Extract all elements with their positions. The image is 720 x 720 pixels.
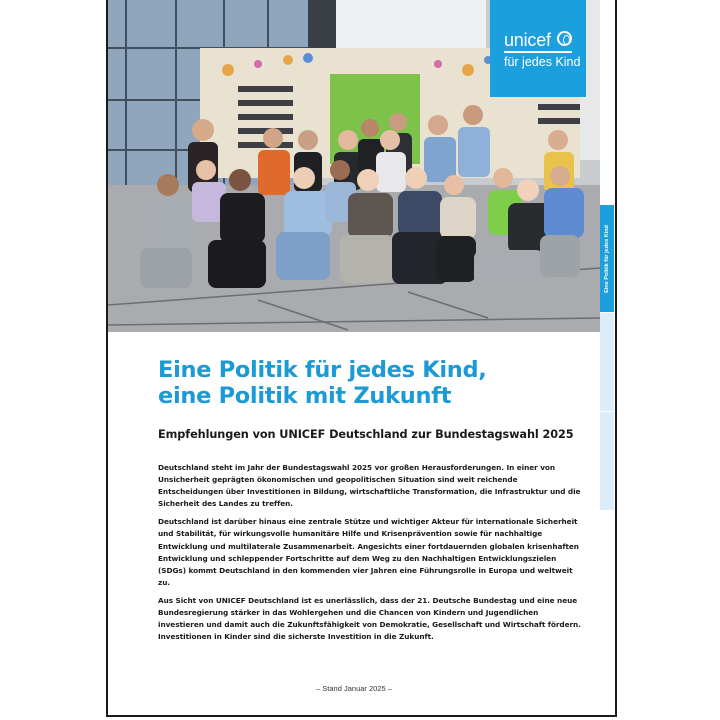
body-text: [158, 462, 583, 649]
title-line-1: Eine Politik für jedes Kind,: [158, 357, 487, 383]
side-tab-label: Eine Politik für jedes Kind: [604, 224, 610, 293]
page-subtitle: Empfehlungen von UNICEF Deutschland zur Bundestagswahl 2025: [158, 428, 574, 441]
side-tab-3[interactable]: [600, 412, 614, 510]
paragraph-3: Aus Sicht von UNICEF Deutschland ist es unerlässlich, dass der 21. Deutsche Bundestag und eine neue Bundesregierung stärker in das Wohlergehen und die Chancen von Kindern und Jugendlichen investieren und damit auch die Zukunftsfähigkeit von Demokratie, Gesellschaft und Wirtschaft fördern. Investitionen in Kinder sind die sicherste Investition in die Zukunft.: [158, 595, 581, 642]
side-tab-2[interactable]: [600, 313, 614, 411]
cover-photo: [108, 0, 600, 332]
logo-tagline: für jedes Kind: [504, 55, 581, 69]
paragraph-1: Deutschland steht im Jahr der Bundestagswahl 2025 vor großen Herausforderungen. In einer von Unsicherheit geprägten ökonomischen und geopolitischen Situation sind weit reichende Entscheidungen über Investitionen in Bildung, wirtschaftliche Transformation, die Infrastruktur und die Sicherheit des Landes zu treffen.: [158, 463, 581, 509]
title-line-2: eine Politik mit Zukunft: [158, 383, 452, 409]
paragraph-2: Deutschland ist darüber hinaus eine zentrale Stütze und wichtiger Akteur für internationale Sicherheit und Stabilität, für wirkungsvolle humanitäre Hilfe und Krisenprävention sowie für nachhaltige Entwicklung und multilaterale Zusammenarbeit. Angesichts einer fortdauernden globalen krisenhaften Entwicklung und schleppender Fortschritte auf dem Weg zu den Nachhaltigen Entwicklungszielen (SDGs) kommt Deutschland in den kommenden vier Jahren eine Führungsrolle in Europa und weltweit zu.: [158, 517, 579, 587]
logo-wordmark: unicef: [504, 30, 551, 50]
globe-icon: [557, 31, 572, 46]
document-page: [106, 0, 617, 717]
side-tab-active[interactable]: [600, 205, 614, 312]
side-tab-strip: [600, 205, 614, 510]
logo-divider: [504, 51, 572, 53]
unicef-logo: [490, 0, 586, 97]
page-title: [158, 357, 487, 409]
page-footer-date: – Stand Januar 2025 –: [316, 684, 392, 693]
